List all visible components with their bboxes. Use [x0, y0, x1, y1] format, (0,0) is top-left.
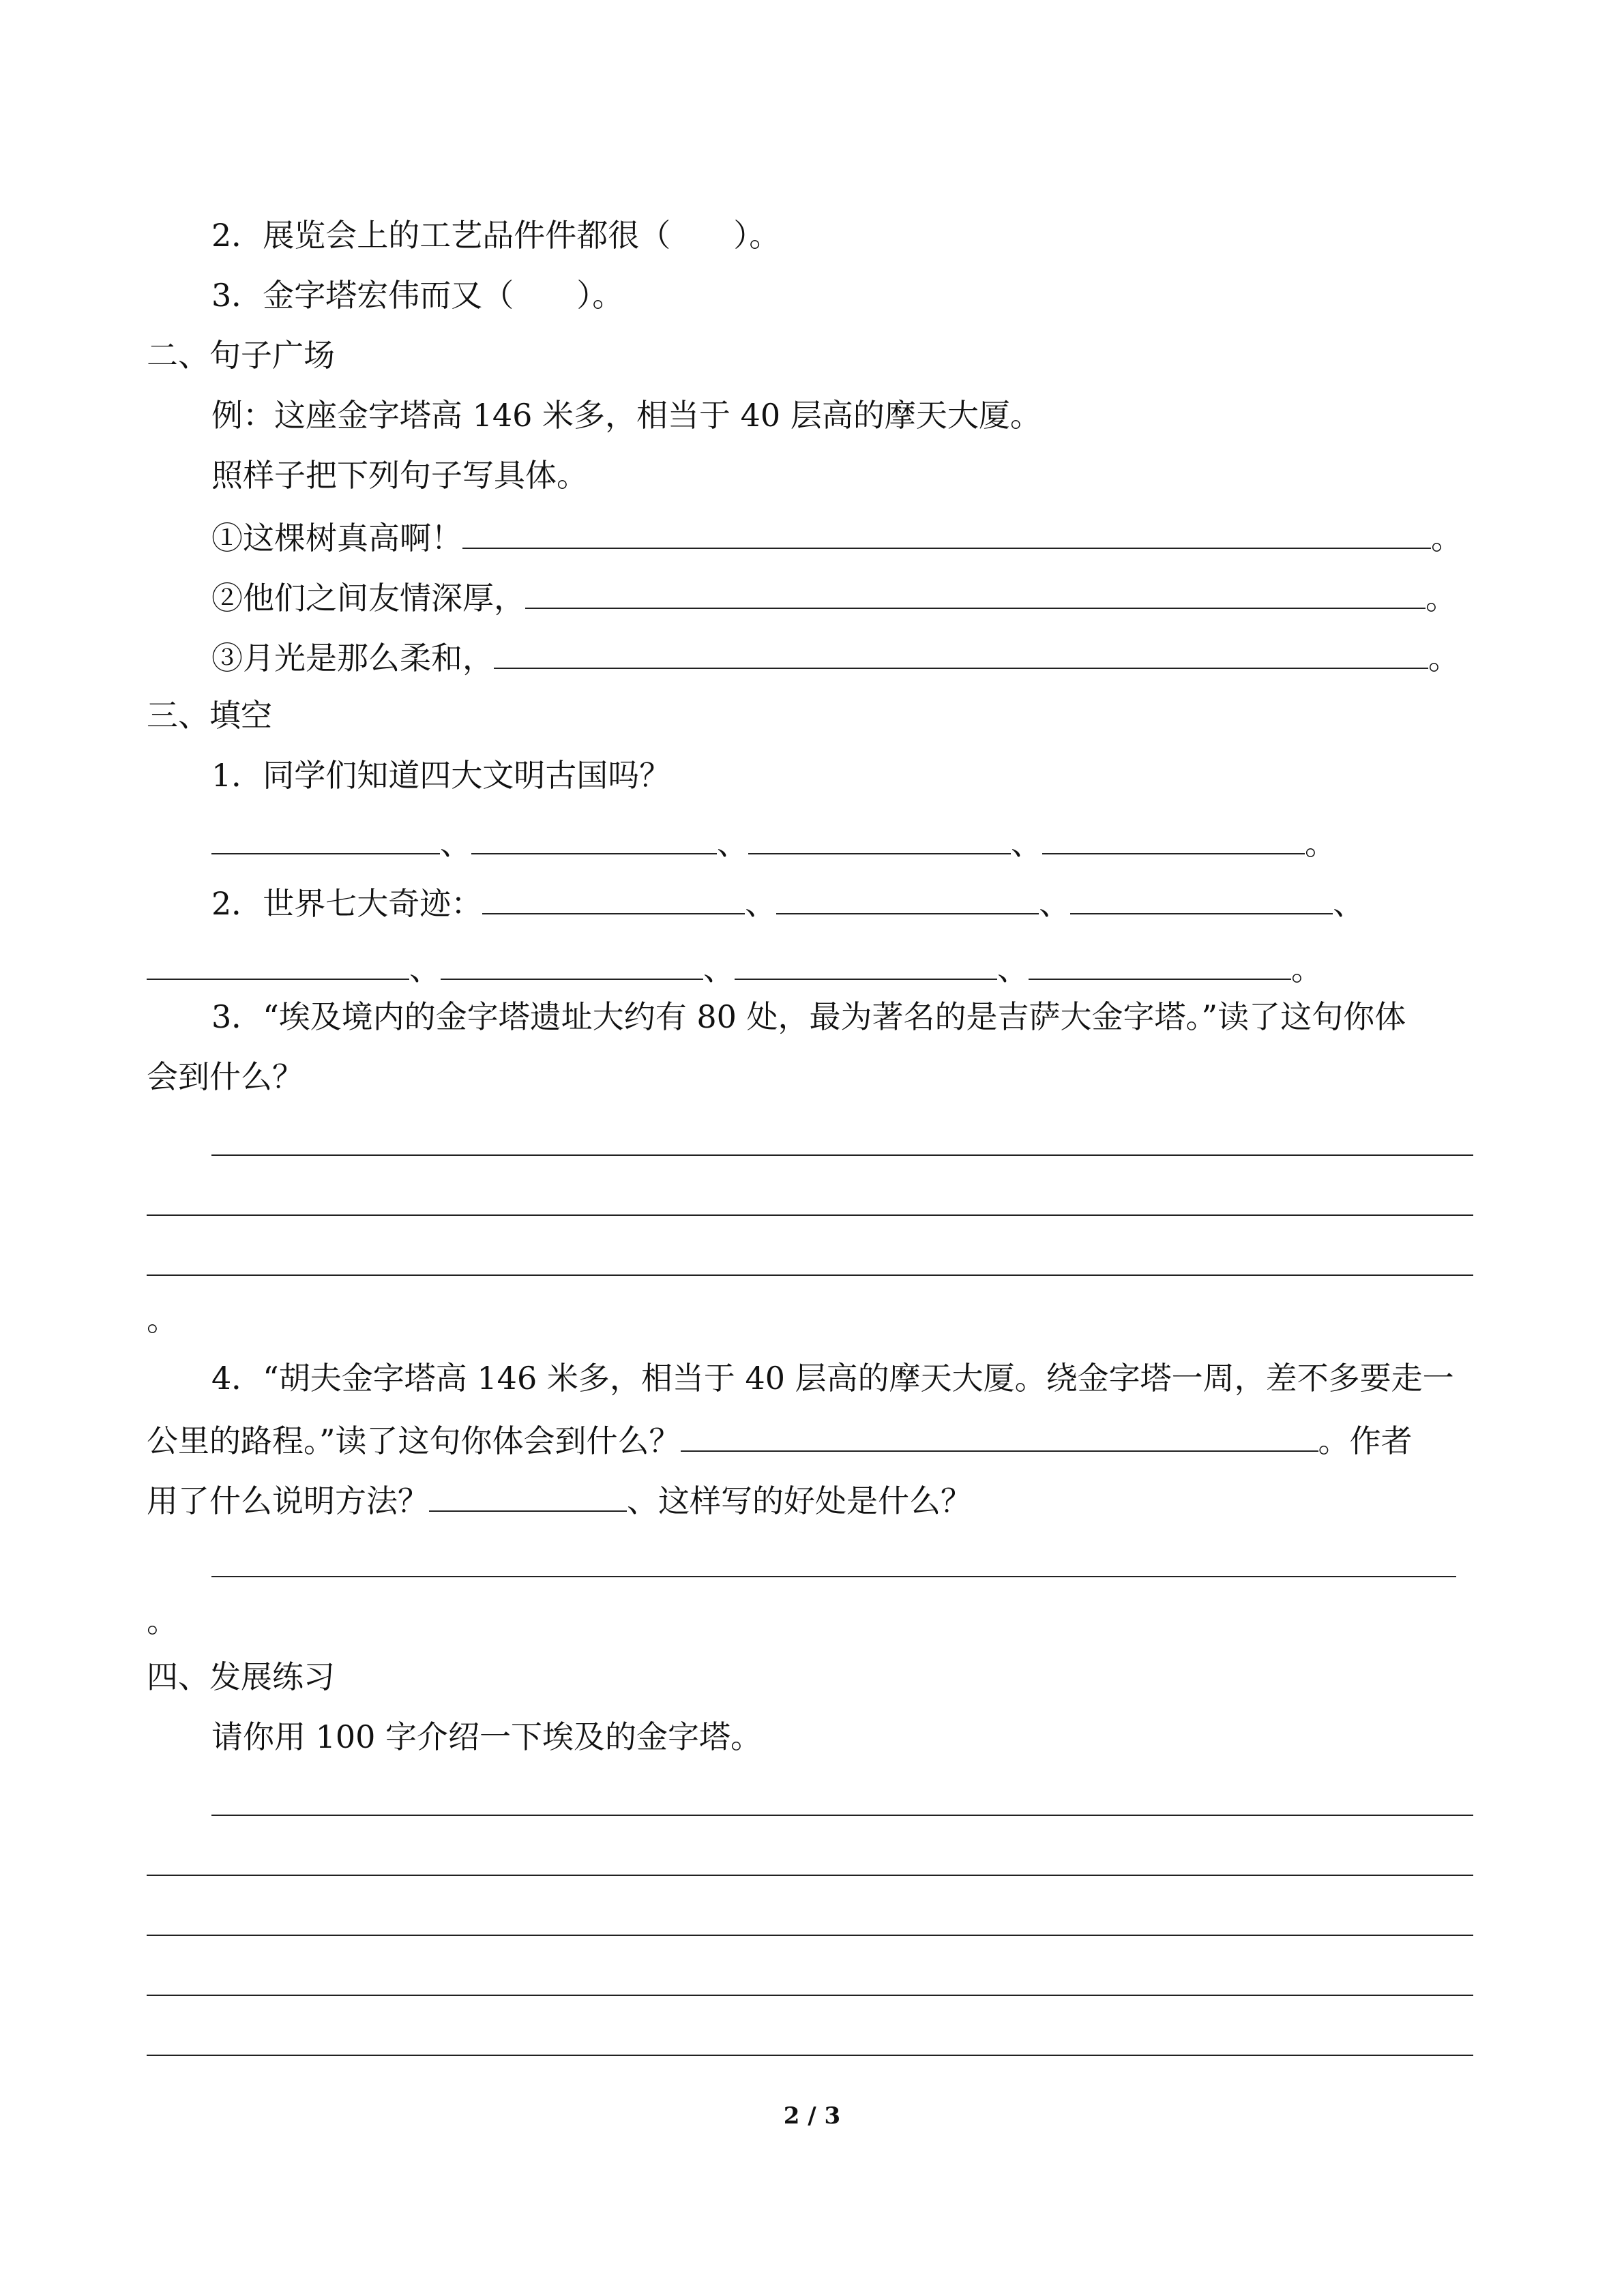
- writing-line[interactable]: [147, 1875, 1473, 1876]
- answer-line[interactable]: [211, 1154, 1473, 1156]
- section-heading-development: 四、发展练习: [147, 1658, 335, 1695]
- example-sentence: 例：这座金字塔高 146 米多，相当于 40 层高的摩天大厦。: [211, 397, 1042, 434]
- question-4-text: 用了什么说明方法？: [147, 1482, 429, 1519]
- answer-blank[interactable]: [147, 946, 409, 980]
- question-4-line-2: [147, 1418, 1413, 1461]
- answer-blank[interactable]: [525, 575, 1426, 609]
- sentence-prompt-3: [211, 635, 1460, 679]
- writing-line[interactable]: [147, 1995, 1473, 1996]
- question-4-line-3: [147, 1478, 972, 1521]
- period: 。: [1426, 580, 1457, 616]
- writing-prompt: 请你用 100 字介绍一下埃及的金字塔。: [211, 1718, 763, 1755]
- question-3-line-2: 会到什么？: [147, 1058, 304, 1095]
- separator: 、: [703, 951, 735, 987]
- question-4-text: 公里的路程。”读了这句你体会到什么？: [147, 1422, 681, 1459]
- fill-item-3: 3．金字塔宏伟而又（ ）。: [211, 277, 624, 314]
- question-4-text: 、这样写的好处是什么？: [627, 1482, 972, 1519]
- answer-blank[interactable]: [494, 635, 1428, 669]
- answer-blank[interactable]: [211, 820, 440, 854]
- writing-line[interactable]: [147, 2055, 1473, 2056]
- writing-line[interactable]: [211, 1815, 1473, 1816]
- section-heading-fill-blanks: 三、填空: [147, 697, 272, 734]
- instruction-text: 照样子把下列句子写具体。: [211, 457, 588, 494]
- answer-line[interactable]: [147, 1214, 1473, 1216]
- prompt-text: ②他们之间友情深厚，: [211, 580, 525, 616]
- wonders-blanks-row-2: [147, 946, 1323, 989]
- period: 。: [147, 1602, 178, 1639]
- separator: 、: [997, 951, 1029, 987]
- section-heading-sentences: 二、句子广场: [147, 337, 335, 374]
- ancient-civilizations-blanks: [211, 820, 1336, 864]
- separator: 、: [409, 951, 441, 987]
- question-2-label: 2．世界七大奇迹：: [211, 885, 483, 922]
- question-2: [211, 880, 1364, 924]
- period: 。: [147, 1301, 178, 1338]
- separator: 、: [440, 825, 471, 862]
- answer-blank[interactable]: [471, 820, 717, 854]
- sentence-prompt-1: [211, 515, 1462, 558]
- question-4-text: 。作者: [1318, 1422, 1413, 1459]
- answer-blank[interactable]: [1042, 820, 1305, 854]
- separator: 、: [717, 825, 748, 862]
- answer-blank[interactable]: [776, 880, 1039, 914]
- answer-blank[interactable]: [441, 946, 703, 980]
- sentence-prompt-2: [211, 575, 1457, 618]
- period: 。: [1305, 825, 1336, 862]
- prompt-text: ③月光是那么柔和，: [211, 640, 494, 676]
- answer-blank[interactable]: [1029, 946, 1291, 980]
- writing-line[interactable]: [147, 1935, 1473, 1936]
- period: 。: [1291, 951, 1323, 987]
- separator: 、: [745, 885, 777, 922]
- answer-blank[interactable]: [429, 1478, 627, 1512]
- answer-blank[interactable]: [681, 1418, 1318, 1452]
- answer-blank[interactable]: [735, 946, 997, 980]
- prompt-text: ①这棵树真高啊！: [211, 520, 462, 556]
- answer-blank[interactable]: [748, 820, 1011, 854]
- separator: 、: [1333, 885, 1365, 922]
- page-number: 2 / 3: [783, 2102, 841, 2130]
- separator: 、: [1011, 825, 1042, 862]
- period: 。: [1431, 520, 1462, 556]
- separator: 、: [1039, 885, 1071, 922]
- answer-line[interactable]: [147, 1274, 1473, 1276]
- answer-blank[interactable]: [482, 880, 745, 914]
- answer-blank[interactable]: [462, 515, 1431, 549]
- question-1: 1．同学们知道四大文明古国吗？: [211, 757, 671, 794]
- answer-line[interactable]: [211, 1576, 1456, 1577]
- question-3-line-1: 3．“埃及境内的金字塔遗址大约有 80 处，最为著名的是吉萨大金字塔。”读了这句你体: [211, 998, 1406, 1035]
- answer-blank[interactable]: [1070, 880, 1333, 914]
- question-4-line-1: 4．“胡夫金字塔高 146 米多，相当于 40 层高的摩天大厦。绕金字塔一周，差不多要走一: [211, 1360, 1454, 1397]
- period: 。: [1428, 640, 1460, 676]
- fill-item-2: 2．展览会上的工艺品件件都很（ ）。: [211, 217, 781, 254]
